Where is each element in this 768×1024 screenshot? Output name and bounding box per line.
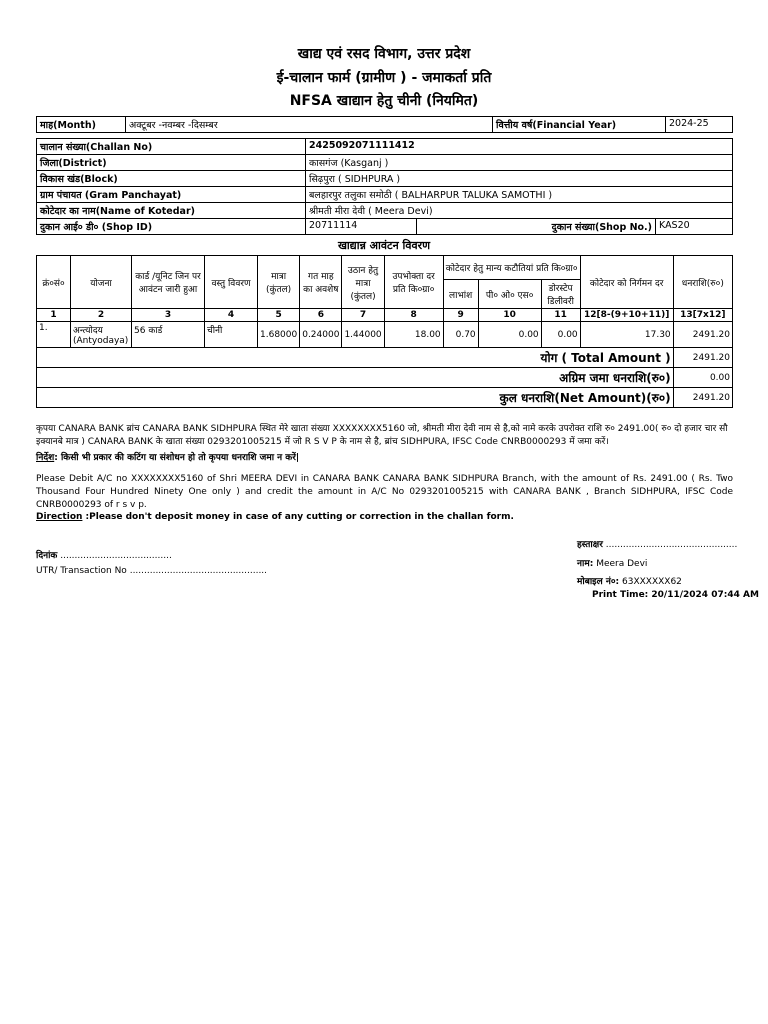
mobile-label: मोबाइल नं०: — [577, 577, 620, 587]
period-table — [36, 116, 733, 133]
english-direction-label: Direction — [36, 512, 83, 522]
english-direction-text: :Please don't deposit money in case of any cutting or correction in the challan form. — [82, 512, 514, 522]
shop-id-label: दुकान आई० डी० (Shop ID) — [37, 219, 306, 235]
block-value: सिढ़पुरा ( SIDHPURA ) — [306, 171, 733, 187]
row-qty: 1.68000 — [258, 322, 300, 348]
table-row — [37, 322, 733, 348]
month-label: माह(Month) — [37, 117, 126, 133]
col-number: 1 — [37, 309, 71, 322]
challan-label: चालान संख्या(Challan No) — [37, 139, 306, 155]
col-header-pos: पी० ओ० एस० — [478, 280, 541, 309]
signature-label: हस्ताक्षर — [577, 540, 603, 550]
hindi-direction — [36, 452, 733, 465]
row-cards: 56 कार्ड — [132, 322, 205, 348]
col-number: 4 — [205, 309, 258, 322]
details-table — [36, 138, 733, 235]
signature-line — [577, 537, 737, 550]
col-number: 2 — [71, 309, 132, 322]
gp-value: बलहारपुर तलुका समोठी ( BALHARPUR TALUKA SAMOTHI ) — [306, 187, 733, 203]
col-number: 11 — [541, 309, 580, 322]
col-header-qty: मात्रा (कुंतल) — [258, 256, 300, 309]
total-row — [37, 348, 733, 368]
signature-dots: .............................................. — [605, 540, 738, 550]
date-dots: ....................................... — [60, 551, 172, 561]
col-number: 9 — [443, 309, 478, 322]
utr-label: UTR/ Transaction No — [36, 566, 127, 576]
advance-label: अग्रिम जमा धनराशि(रु०) — [37, 368, 674, 388]
name-value: Meera Devi — [596, 559, 648, 569]
row-pos: 0.00 — [478, 322, 541, 348]
col-number: 6 — [300, 309, 342, 322]
fy-label: वित्तीय वर्ष(Financial Year) — [493, 117, 666, 133]
hindi-instruction: कृपया CANARA BANK ब्रांच CANARA BANK SIDHPURA स्थित मेरे खाता संख्या XXXXXXXX5160 जो, श्रीमती मीरा देवी नाम से है,को नामे करके उपरोक्त राशि रु० 2491.00( रु० दो हजार चार सौ इक्यानबे मात्र ) CANARA BANK के खाता संख्या 0293201005215 में जो R S V P के नाम से है, ब्रांच SIDHPURA, IFSC Code CNRB0000293 में जमा करें। — [36, 424, 728, 447]
col-header-scheme: योजना — [71, 256, 132, 309]
date-label: दिनांक — [36, 551, 58, 561]
col-header-cards: कार्ड /यूनिट जिन पर आवंटन जारी हुआ — [132, 256, 205, 309]
col-header-profit: लाभांश — [443, 280, 478, 309]
col-number: 13[7x12] — [673, 309, 732, 322]
header-line-1: खाद्य एवं रसद विभाग, उत्तर प्रदेश — [297, 46, 471, 62]
col-number: 7 — [342, 309, 384, 322]
hindi-direction-label: निर्देश — [36, 453, 55, 463]
col-number: 3 — [132, 309, 205, 322]
row-doorstep: 0.00 — [541, 322, 580, 348]
header-line-2: ई-चालान फार्म (ग्रामीण ) - जमाकर्ता प्रति — [276, 70, 492, 86]
allocation-table — [36, 255, 733, 408]
row-item: चीनी — [205, 322, 258, 348]
row-amount: 2491.20 — [673, 322, 732, 348]
row-lift-qty: 1.44000 — [342, 322, 384, 348]
col-number: 12[8-(9+10+11)] — [580, 309, 673, 322]
row-sno: 1. — [37, 322, 71, 348]
net-row — [37, 388, 733, 408]
date-line — [36, 548, 172, 561]
month-value: अक्टूबर -नवम्बर -दिसम्बर — [126, 117, 493, 133]
col-header-deduction-group: कोटेदार हेतु मान्य कटौतियां प्रति कि०ग्रा० — [443, 256, 580, 280]
hindi-direction-text: : किसी भी प्रकार की कटिंग या संशोधन हो तो कृपया धनराशि जमा न करें| — [54, 453, 300, 463]
utr-line — [36, 566, 267, 576]
english-direction — [36, 511, 733, 524]
shop-id-value: 20711114 — [306, 219, 417, 235]
row-consumer-rate: 18.00 — [384, 322, 443, 348]
col-header-item: वस्तु विवरण — [205, 256, 258, 309]
mobile-line — [577, 574, 682, 587]
col-header-sno: क्रं०सं० — [37, 256, 71, 309]
col-header-doorstep: डोरस्टेप डिलीवरी — [541, 280, 580, 309]
challan-value: 2425092071111412 — [306, 139, 733, 155]
col-header-amount: धनराशि(रु०) — [673, 256, 732, 309]
mobile-value: 63XXXXXX62 — [622, 577, 682, 587]
english-instruction: Please Debit A/C no XXXXXXXX5160 of Shri MEERA DEVI in CANARA BANK CANARA BANK SIDHPURA Branch, with the amount of Rs. 2491.00 ( Rs. Two Thousand Four Hundred Ninety One only ) and credit the amount in A/C No 0293201005215 with CANARA BANK , Branch SIDHPURA, IFSC Code CNRB0000293 of r s v p. — [36, 474, 733, 510]
col-header-lift-qty: उठान हेतु मात्रा (कुंतल) — [342, 256, 384, 309]
kotedar-value: श्रीमती मीरा देवी ( Meera Devi) — [306, 203, 733, 219]
total-value: 2491.20 — [673, 348, 732, 368]
total-label: योग ( Total Amount ) — [37, 348, 674, 368]
name-line — [577, 556, 647, 569]
district-label: जिला(District) — [37, 155, 306, 171]
row-prev-balance: 0.24000 — [300, 322, 342, 348]
print-time: Print Time: 20/11/2024 07:44 AM — [592, 590, 759, 600]
kotedar-label: कोटेदार का नाम(Name of Kotedar) — [37, 203, 306, 219]
net-value: 2491.20 — [673, 388, 732, 408]
shop-no-label: दुकान संख्या(Shop No.) — [417, 219, 656, 235]
advance-row — [37, 368, 733, 388]
gp-label: ग्राम पंचायत (Gram Panchayat) — [37, 187, 306, 203]
district-value: कासगंज (Kasganj ) — [306, 155, 733, 171]
name-label: नाम: — [577, 559, 594, 569]
shop-no-value: KAS20 — [656, 219, 733, 235]
net-label: कुल धनराशि(Net Amount)(रु०) — [37, 388, 674, 408]
col-number-row — [37, 309, 733, 322]
block-label: विकास खंड(Block) — [37, 171, 306, 187]
row-dealer-rate: 17.30 — [580, 322, 673, 348]
advance-value: 0.00 — [673, 368, 732, 388]
col-number: 5 — [258, 309, 300, 322]
col-number: 10 — [478, 309, 541, 322]
col-header-prev-balance: गत माह का अवशेष — [300, 256, 342, 309]
col-header-dealer-rate: कोटेदार को निर्गमन दर — [580, 256, 673, 309]
header-line-3: NFSA खाद्यान हेतु चीनी (नियमित) — [289, 93, 479, 109]
fy-value: 2024-25 — [666, 117, 733, 133]
col-number: 8 — [384, 309, 443, 322]
col-header-consumer-rate: उपभोक्ता दर प्रति कि०ग्रा० — [384, 256, 443, 309]
row-scheme: अन्त्योदय (Antyodaya) — [71, 322, 132, 348]
row-profit: 0.70 — [443, 322, 478, 348]
allocation-title: खाद्यान्न आवंटन विवरण — [337, 239, 431, 252]
utr-dots: ................................................ — [129, 566, 268, 576]
